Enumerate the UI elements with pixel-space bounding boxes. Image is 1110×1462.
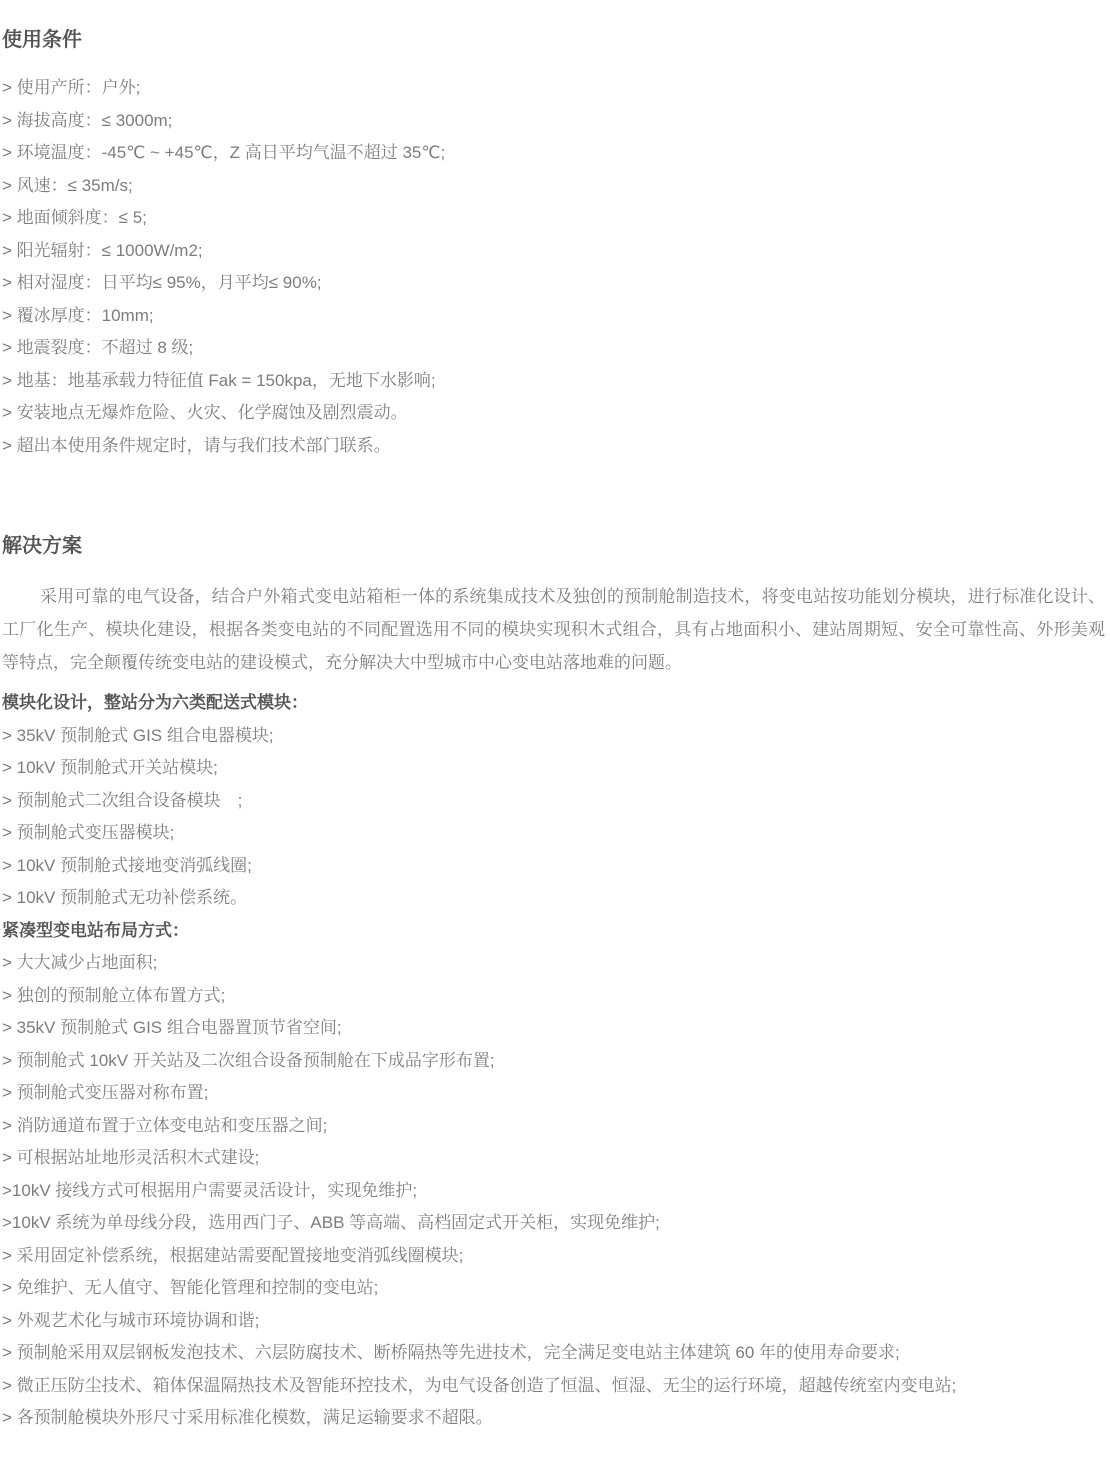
solution-paragraph: 采用可靠的电气设备，结合户外箱式变电站箱柜一体的系统集成技术及独创的预制舱制造技术，将变电站按功能划分模块，进行标准化设计、工厂化生产、模块化建设，根据各类变电站的不同配置选用不同的模块实现积木式组合，具有占地面积小、建站周期短、安全可靠性高、外形美观等特点，完全颠覆传统变电站的建设模式，充分解决大中型城市中心变电站落地难的问题。 — [2, 587, 1105, 672]
layout-item: > 各预制舱模块外形尺寸采用标准化模数，满足运输要求不超限。 — [2, 1408, 493, 1427]
layout-item: > 消防通道布置于立体变电站和变压器之间; — [2, 1115, 328, 1135]
layout-item: > 外观艺术化与城市环境协调和谐; — [2, 1310, 260, 1330]
compact-layout-list — [2, 947, 1105, 1435]
condition-item: > 超出本使用条件规定时，请与我们技术部门联系。 — [2, 435, 391, 455]
condition-item: > 地面倾斜度：≤ 5; — [2, 208, 147, 227]
section-title-solution: 解决方案 — [2, 535, 82, 557]
layout-item: > 预制舱采用双层钢板发泡技术、六层防腐技术、断桥隔热等先进技术，完全满足变电站主体建筑 60 年的使用寿命要求; — [2, 1343, 900, 1362]
layout-item: > 免维护、无人值守、智能化管理和控制的变电站; — [2, 1278, 379, 1297]
module-item: > 10kV 预制舱式无功补偿系统。 — [2, 888, 248, 907]
layout-item: > 独创的预制舱立体布置方式; — [2, 985, 226, 1005]
layout-item: >10kV 系统为单母线分段，选用西门子、ABB 等高端、高档固定式开关柜，实现免维护; — [2, 1213, 660, 1232]
layout-item: >10kV 接线方式可根据用户需要灵活设计，实现免维护; — [2, 1180, 418, 1200]
module-item: > 预制舱式变压器模块; — [2, 823, 175, 842]
condition-item: > 环境温度：-45℃ ~ +45℃，Z 高日平均气温不超过 35℃; — [2, 143, 446, 162]
layout-item: > 采用固定补偿系统，根据建站需要配置接地变消弧线圈模块; — [2, 1245, 464, 1265]
module-item: > 35kV 预制舱式 GIS 组合电器模块; — [2, 725, 274, 745]
module-item: > 预制舱式二次组合设备模块 ; — [2, 790, 243, 810]
layout-item: > 预制舱式变压器对称布置; — [2, 1083, 209, 1102]
module-item: > 10kV 预制舱式开关站模块; — [2, 758, 218, 777]
module-item: > 10kV 预制舱式接地变消弧线圈; — [2, 855, 252, 875]
condition-item: > 阳光辐射：≤ 1000W/m2; — [2, 240, 203, 260]
condition-item: > 风速：≤ 35m/s; — [2, 175, 133, 195]
layout-item: > 大大减少占地面积; — [2, 953, 158, 972]
modular-design-subtitle: 模块化设计，整站分为六类配送式模块： — [2, 693, 308, 712]
condition-item: > 地基：地基承载力特征值 Fak = 150kpa，无地下水影响; — [2, 370, 436, 390]
condition-item: > 相对湿度：日平均≤ 95%，月平均≤ 90%; — [2, 273, 322, 292]
modular-design-list — [2, 720, 1105, 915]
layout-item: > 35kV 预制舱式 GIS 组合电器置顶节省空间; — [2, 1018, 342, 1037]
condition-item: > 使用产所：户外; — [2, 78, 141, 97]
usage-conditions-list — [2, 72, 1105, 462]
condition-item: > 覆冰厚度：10mm; — [2, 305, 154, 325]
condition-item: > 安装地点无爆炸危险、火灾、化学腐蚀及剧烈震动。 — [2, 403, 408, 422]
layout-item: > 预制舱式 10kV 开关站及二次组合设备预制舱在下成品字形布置; — [2, 1050, 495, 1070]
compact-layout-subtitle: 紧凑型变电站布局方式： — [2, 920, 189, 940]
section-title-usage-conditions: 使用条件 — [2, 29, 82, 51]
condition-item: > 海拔高度：≤ 3000m; — [2, 110, 173, 130]
layout-item: > 微正压防尘技术、箱体保温隔热技术及智能环控技术，为电气设备创造了恒温、恒湿、无尘的运行环境，超越传统室内变电站; — [2, 1375, 957, 1395]
condition-item: > 地震裂度：不超过 8 级; — [2, 338, 194, 357]
layout-item: > 可根据站址地形灵活积木式建设; — [2, 1148, 260, 1167]
